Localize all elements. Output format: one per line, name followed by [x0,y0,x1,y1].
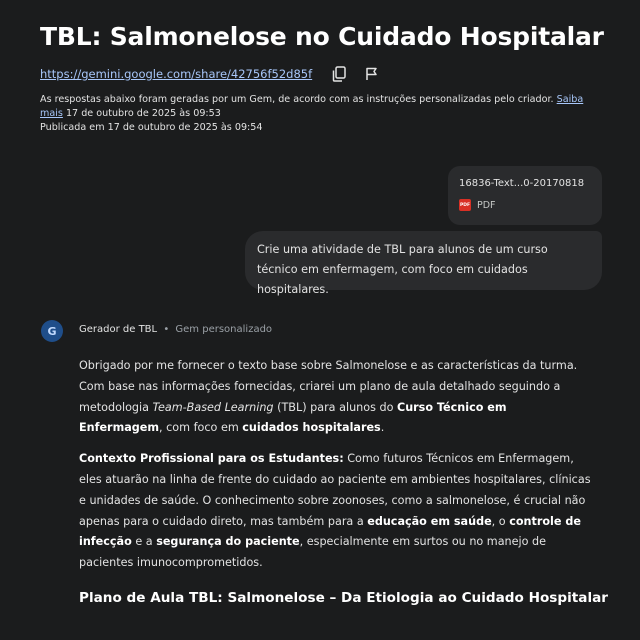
response-text: Obrigado por me fornecer o texto base sobre Salmonelose e as características da turma. Com base nas informações fornecidas, criarei um plano de aula detalhado seguindo a metodologia [79,359,578,414]
response-bold: cuidados hospitalares [242,421,381,435]
gem-notice [40,93,600,121]
learn-more-link[interactable]: Saiba mais [40,94,584,119]
page-title: TBL: Salmonelose no Cuidado Hospitalar [40,22,604,51]
user-message: Crie uma atividade de TBL para alunos de um curso técnico em enfermagem, com foco em cuidados hospitalares. [245,231,602,290]
response-text: , o [491,514,510,528]
response-heading: Plano de Aula TBL: Salmonelose – Da Etiologia ao Cuidado Hospitalar [79,589,608,606]
published-date: Publicada em 17 de outubro de 2025 às 09:54 [40,122,263,133]
response-bold: segurança do paciente [156,535,300,549]
flag-icon[interactable] [362,65,380,83]
attachment-type-label: PDF [477,199,496,211]
share-link[interactable]: https://gemini.google.com/share/42756f52d85f [40,67,313,81]
gem-notice-text: As respostas abaixo foram geradas por um Gem, de acordo com as instruções personalizadas pelo criador. [40,94,554,105]
gem-name: Gerador de TBL [79,324,158,335]
response-bold: Curso Técnico em Enfermagem [79,400,507,435]
attachment-filename: 16836-Text...0-20170818 [459,178,585,189]
gem-separator: • [163,324,170,335]
response-bold: educação em saúde [367,514,492,528]
model-response [79,356,608,621]
pdf-icon: PDF [459,199,471,211]
response-text: Como futuros Técnicos em Enfermagem, eles atuarão na linha de frente do cuidado ao paciente em ambientes hospitalares, clínicas e unidades de saúde. O conhecimento sobre zoonoses, como a salmonelose, é crucial não apenas para o cuidado direto, mas também para a [79,452,591,528]
share-row [40,64,380,84]
response-bold: controle de infecção [79,514,581,549]
response-bold: Contexto Profissional para os Estudantes: [79,452,344,466]
response-text: , com foco em [159,421,243,435]
response-text: , especialmente em surtos ou no manejo de pacientes imunocomprometidos. [79,535,547,570]
gem-header [79,324,272,335]
response-paragraph-context [79,449,591,574]
copy-icon[interactable] [330,65,348,83]
response-text: (TBL) para alunos do [273,400,397,414]
response-text: e a [131,535,157,549]
gem-type: Gem personalizado [175,324,273,335]
attachment-type-row [459,199,496,211]
attachment-card[interactable] [448,166,602,225]
response-text: . [380,421,385,435]
response-emphasis: Team-Based Learning [152,400,274,414]
gem-avatar-icon: G [41,320,63,342]
created-date: 17 de outubro de 2025 às 09:53 [65,108,221,119]
response-paragraph-intro [79,356,591,439]
share-metadata [40,93,600,135]
